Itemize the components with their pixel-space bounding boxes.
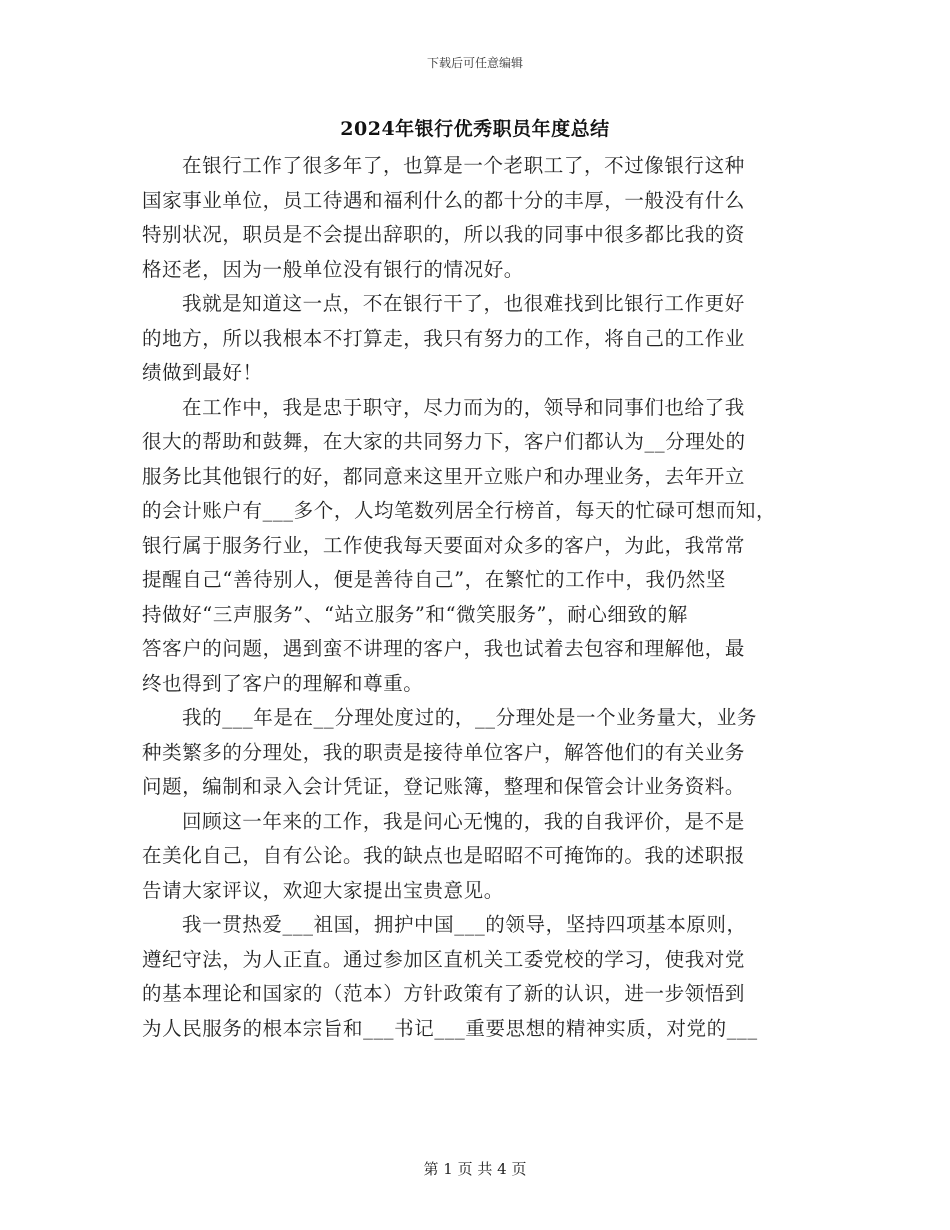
body-line: 我的___年是在__分理处度过的，__分理处是一个业务量大，业务 xyxy=(182,706,757,729)
body-line: 服务比其他银行的好，都同意来这里开立账户和办理业务，去年开立 xyxy=(142,464,746,488)
body-line: 特别状况，职员是不会提出辞职的，所以我的同事中很多都比我的资 xyxy=(142,223,746,246)
body-line: 在美化自己，自有公论。我的缺点也是昭昭不可掩饰的。我的述职报 xyxy=(142,844,746,867)
body-line: 的地方，所以我根本不打算走，我只有努力的工作，将自己的工作业 xyxy=(142,326,746,350)
body-line: 持做好“三声服务”、“站立服务”和“微笑服务”，耐心细致的解 xyxy=(142,602,688,626)
body-line: 银行属于服务行业，工作使我每天要面对众多的客户，为此，我常常 xyxy=(142,533,746,557)
body-line: 很大的帮助和鼓舞，在大家的共同努力下，客户们都认为__分理处的 xyxy=(142,430,746,453)
body-line: 问题，编制和录入会计凭证，登记账簿，整理和保管会计业务资料。 xyxy=(142,775,746,798)
body-line: 告请大家评议，欢迎大家提出宝贵意见。 xyxy=(142,878,504,902)
body-line: 绩做到最好！ xyxy=(142,361,263,384)
body-line: 国家事业单位，员工待遇和福利什么的都十分的丰厚，一般没有什么 xyxy=(142,188,746,212)
body-line: 我就是知道这一点，不在银行干了，也很难找到比银行工作更好 xyxy=(182,292,745,315)
body-line: 答客户的问题，遇到蛮不讲理的客户，我也试着去包容和理解他，最 xyxy=(142,637,746,660)
body-line: 提醒自己“善待别人，便是善待自己”，在繁忙的工作中，我仍然坚 xyxy=(142,568,726,591)
body-line: 遵纪守法，为人正直。通过参加区直机关工委党校的学习，使我对党 xyxy=(142,947,746,971)
document-title: 2024年银行优秀职员年度总结 xyxy=(340,118,610,140)
body-line: 的基本理论和国家的（范本）方针政策有了新的认识，进一步领悟到 xyxy=(142,982,746,1005)
body-line: 种类繁多的分理处，我的职责是接待单位客户，解答他们的有关业务 xyxy=(142,740,746,764)
body-line: 回顾这一年来的工作，我是问心无愧的，我的自我评价，是不是 xyxy=(182,809,745,833)
page-header: 下载后可任意编辑 xyxy=(426,56,523,70)
body-line: 我一贯热爱___祖国，拥护中国___的领导，坚持四项基本原则， xyxy=(182,913,747,936)
body-line: 的会计账户有___多个，人均笔数列居全行榜首，每天的忙碌可想而知， xyxy=(142,499,777,522)
body-line: 在工作中，我是忠于职守，尽力而为的，领导和同事们也给了我 xyxy=(182,395,745,419)
body-line: 格还老，因为一般单位没有银行的情况好。 xyxy=(142,257,524,281)
document-body xyxy=(142,149,822,1046)
page-footer: 第 1 页 共 4 页 xyxy=(423,1160,527,1178)
body-line: 终也得到了客户的理解和尊重。 xyxy=(142,671,424,695)
body-line: 为人民服务的根本宗旨和___书记___重要思想的精神实质，对党的___ xyxy=(142,1016,758,1040)
body-line: 在银行工作了很多年了，也算是一个老职工了，不过像银行这种 xyxy=(182,154,745,177)
